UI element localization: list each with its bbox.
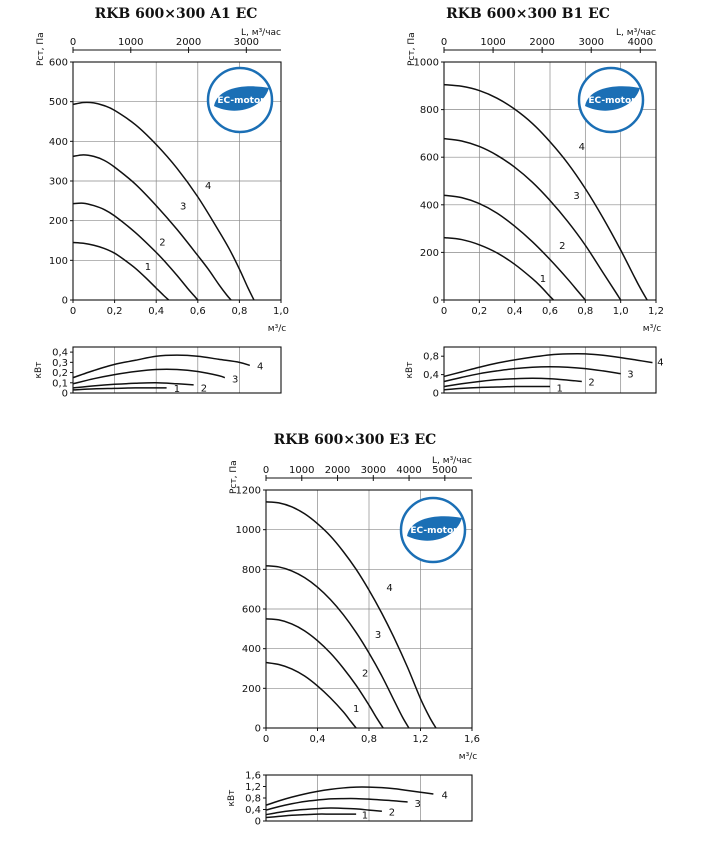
power-curve-label: 4	[256, 361, 264, 373]
power-y-tick-label: 1,2	[245, 782, 261, 793]
pressure-curve-1	[266, 663, 356, 728]
pressure-curve-label: 1	[144, 261, 152, 273]
y-tick-label: 1000	[235, 525, 261, 537]
x-tick-label: 0,2	[106, 306, 123, 317]
top-tick-label: 3000	[578, 37, 604, 48]
power-curve-label: 3	[627, 369, 634, 381]
top-axis-label: L, м³/час	[616, 28, 656, 38]
top-tick-label: 2000	[529, 37, 555, 48]
power-y-axis-label: кВт	[227, 789, 237, 807]
x-tick-label: 0	[262, 734, 270, 745]
power-curve-label: 1	[556, 383, 563, 395]
pressure-curve-label: 4	[205, 180, 212, 192]
pressure-curve-label: 3	[573, 190, 580, 202]
top-tick-label: 4000	[396, 465, 422, 476]
power-curve-label: 2	[200, 383, 208, 395]
y-axis-label: Pст, Па	[36, 32, 46, 66]
chart-1	[34, 6, 289, 400]
y-tick-label: 200	[419, 247, 439, 259]
power-curve-label: 3	[232, 374, 239, 386]
top-axis-label: L, м³/час	[241, 28, 281, 38]
pressure-curve-4	[73, 102, 254, 300]
power-curve-label: 2	[388, 807, 396, 819]
power-y-axis-label: кВт	[34, 361, 44, 379]
top-tick-label: 2000	[175, 37, 202, 48]
pressure-curve-label: 2	[559, 240, 566, 252]
top-axis-label: L, м³/час	[432, 456, 472, 466]
y-tick-label: 0	[61, 295, 68, 307]
x-tick-label: 0,8	[231, 306, 248, 317]
x-axis-label: м³/с	[458, 752, 478, 762]
power-y-tick-label: 0	[432, 388, 439, 400]
y-tick-label: 800	[419, 105, 439, 117]
ec-motor-badge-text: EC-motor	[217, 96, 265, 106]
power-y-tick-label: 0,4	[245, 805, 261, 816]
power-y-tick-label: 0,4	[52, 347, 68, 359]
pressure-curve-label: 1	[539, 274, 547, 286]
y-tick-label: 800	[241, 564, 261, 576]
chart-title: RKB 600×300 B1 EC	[446, 6, 610, 22]
x-axis-label: м³/с	[642, 324, 662, 334]
power-curve-3	[73, 369, 225, 384]
chart-3	[227, 432, 480, 828]
y-tick-label: 600	[48, 57, 68, 69]
top-tick-label: 2000	[324, 465, 351, 476]
top-tick-label: 1000	[289, 465, 315, 476]
y-tick-label: 0	[432, 295, 439, 307]
power-curve-label: 1	[173, 383, 181, 395]
power-y-tick-label: 0,8	[423, 351, 439, 363]
pressure-curve-label: 2	[159, 237, 166, 249]
x-tick-label: 0,4	[148, 306, 165, 317]
top-tick-label: 0	[262, 465, 270, 476]
top-tick-label: 0	[440, 37, 448, 48]
chart-title: RKB 600×300 A1 EC	[94, 6, 258, 22]
pressure-curve-2	[73, 203, 198, 300]
y-tick-label: 1200	[235, 485, 261, 497]
top-tick-label: 4000	[627, 37, 654, 48]
power-curve-4	[266, 787, 433, 805]
top-tick-label: 3000	[233, 37, 260, 48]
pressure-curve-label: 1	[352, 704, 360, 716]
x-tick-label: 1,0	[612, 306, 629, 317]
y-tick-label: 400	[48, 136, 68, 148]
top-tick-label: 1000	[118, 37, 144, 48]
chart-title: RKB 600×300 E3 EC	[273, 432, 437, 448]
y-tick-label: 300	[48, 176, 68, 188]
y-tick-label: 100	[48, 255, 68, 267]
x-tick-label: 0	[440, 306, 448, 317]
power-curve-label: 1	[361, 810, 369, 822]
x-tick-label: 1,2	[412, 734, 429, 745]
y-tick-label: 400	[241, 644, 261, 656]
y-tick-label: 400	[419, 200, 439, 212]
x-tick-label: 0,8	[361, 734, 377, 745]
y-axis-label: Pст, Па	[407, 32, 417, 66]
power-curve-1	[444, 387, 550, 390]
pressure-curve-label: 4	[386, 583, 393, 595]
y-tick-label: 0	[254, 723, 261, 735]
power-curve-4	[73, 355, 250, 377]
pressure-curve-label: 3	[180, 201, 187, 213]
power-y-tick-label: 0	[254, 816, 261, 828]
y-tick-label: 1000	[413, 57, 439, 69]
power-curve-1	[266, 814, 356, 817]
y-tick-label: 600	[241, 604, 261, 616]
power-curve-1	[73, 388, 167, 390]
pressure-curve-label: 2	[361, 668, 369, 680]
top-tick-label: 0	[69, 37, 77, 48]
power-y-tick-label: 0,8	[245, 793, 261, 805]
pressure-curve-3	[73, 155, 231, 300]
power-y-tick-label: 0	[61, 388, 68, 400]
y-tick-label: 500	[48, 97, 68, 109]
x-tick-label: 0,6	[189, 306, 206, 317]
top-tick-label: 5000	[432, 465, 458, 476]
y-tick-label: 200	[48, 216, 68, 228]
power-curve-label: 2	[588, 377, 595, 389]
power-curve-label: 4	[441, 790, 448, 802]
top-tick-label: 1000	[480, 37, 506, 48]
power-curve-label: 4	[657, 357, 664, 369]
x-tick-label: 0,8	[577, 306, 594, 317]
power-y-tick-label: 0,4	[423, 370, 439, 382]
x-tick-label: 0,4	[309, 734, 326, 745]
y-axis-label: Pст, Па	[229, 460, 239, 494]
top-tick-label: 3000	[360, 465, 387, 476]
power-y-tick-label: 0,3	[52, 357, 68, 369]
power-y-tick-label: 0,2	[52, 368, 68, 380]
ec-motor-badge-text: EC-motor	[588, 96, 636, 106]
x-tick-label: 0,4	[506, 306, 523, 317]
pressure-curve-3	[444, 139, 621, 300]
chart-2	[405, 6, 664, 400]
pressure-curve-label: 3	[374, 629, 382, 641]
power-y-tick-label: 1,6	[245, 770, 261, 782]
ec-motor-badge-text: EC-motor	[410, 526, 458, 536]
y-tick-label: 600	[419, 152, 439, 164]
x-tick-label: 1,0	[273, 306, 289, 317]
y-tick-label: 200	[241, 683, 261, 695]
x-tick-label: 1,2	[648, 306, 664, 317]
power-curve-4	[444, 354, 652, 377]
power-curve-label: 3	[414, 798, 421, 810]
pressure-curve-label: 4	[578, 142, 585, 154]
x-tick-label: 1,6	[464, 734, 480, 745]
power-y-axis-label: кВт	[405, 361, 415, 379]
x-tick-label: 0	[69, 306, 77, 317]
x-tick-label: 0,2	[471, 306, 488, 317]
power-y-tick-label: 0,1	[52, 378, 68, 390]
x-axis-label: м³/с	[267, 324, 287, 334]
x-tick-label: 0,6	[542, 306, 558, 317]
